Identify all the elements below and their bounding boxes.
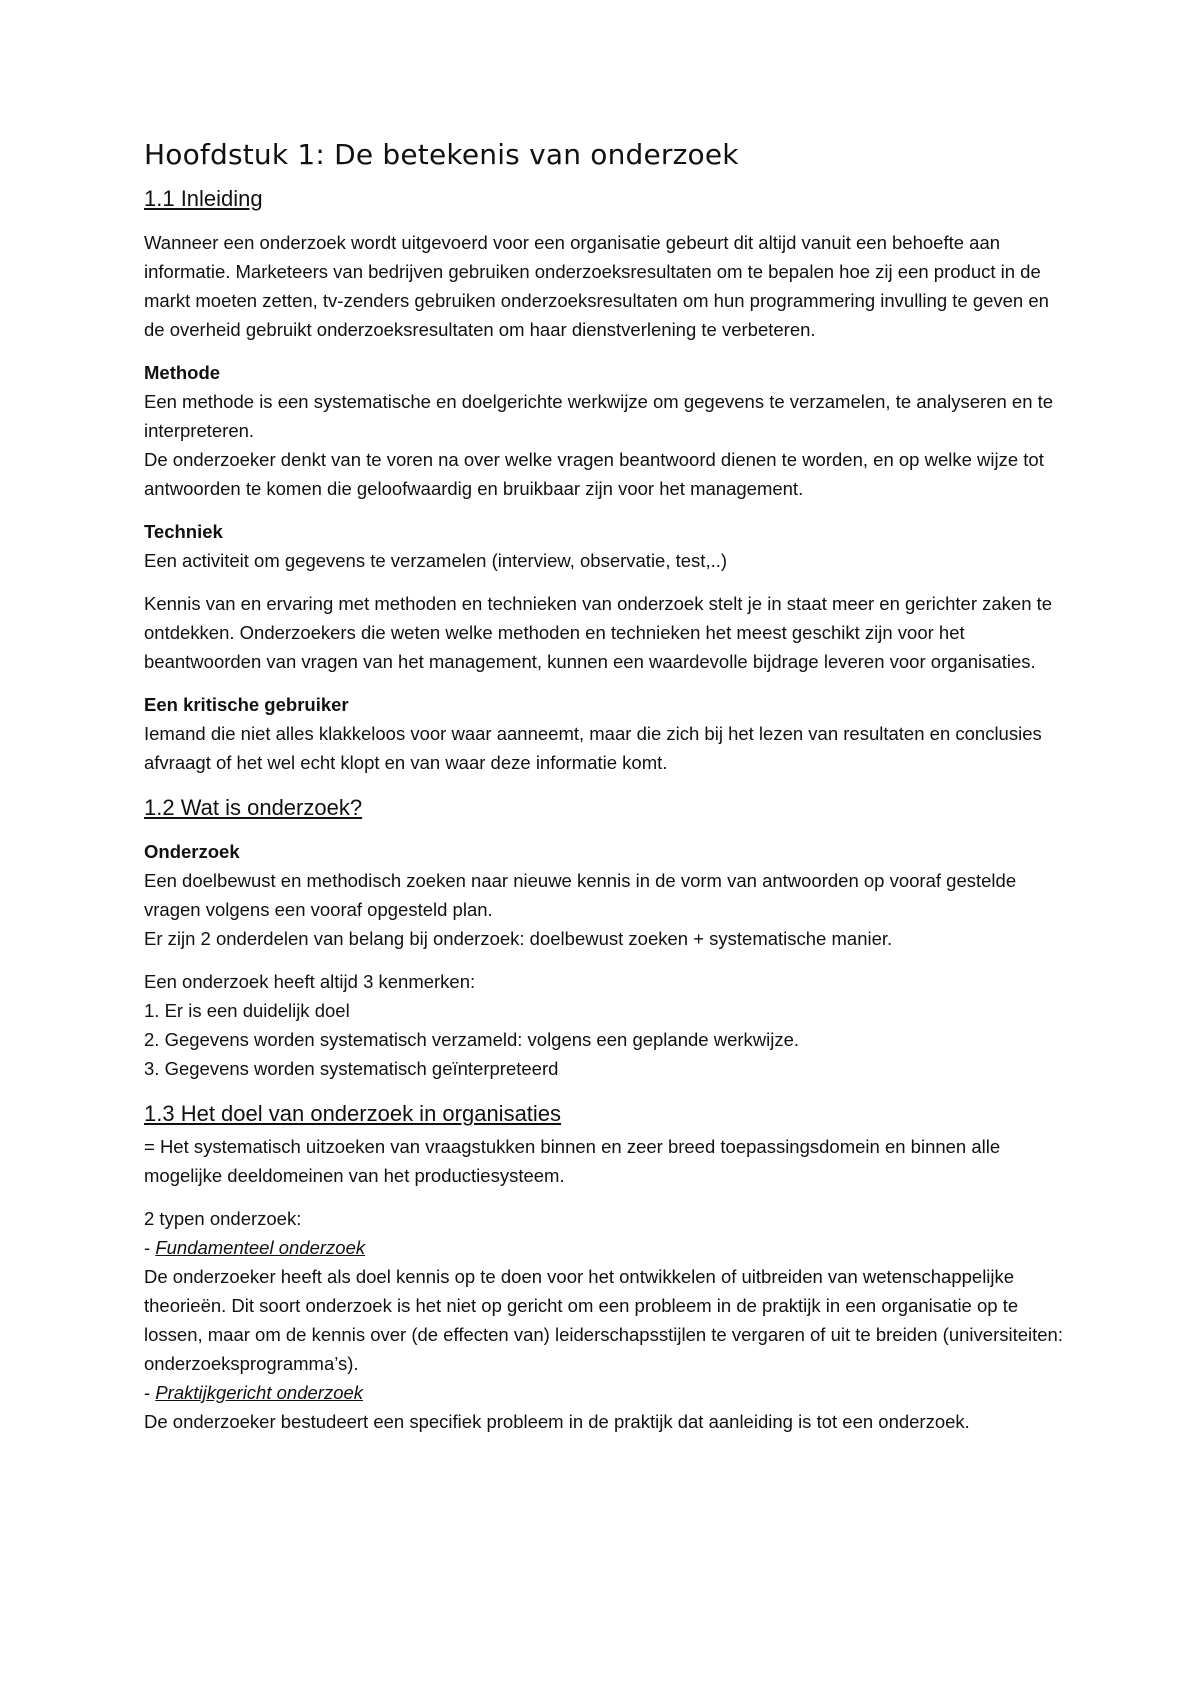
page-title: Hoofdstuk 1: De betekenis van onderzoek — [144, 138, 739, 171]
methode-explanation: De onderzoeker denkt van te voren na over welke vragen beantwoord dienen te worden, en op welke wijze tot antwoorden te komen die geloofwaardig en bruikbaar zijn voor het management. — [144, 448, 1044, 499]
list-dash: - — [144, 1236, 156, 1258]
type-fundamenteel-label: Fundamenteel onderzoek — [155, 1236, 366, 1258]
kenmerken-list — [144, 967, 1074, 1083]
kritisch-definition: Iemand die niet alles klakkeloos voor waar aanneemt, maar die zich bij het lezen van resultaten en conclusies afvraagt of het wel echt klopt en van waar deze informatie komt. — [144, 722, 1042, 773]
typen-block — [144, 1204, 1074, 1436]
onderzoek-block — [144, 837, 1074, 953]
term-techniek: Techniek — [144, 520, 223, 542]
type-fundamenteel-label-line — [144, 1233, 1074, 1262]
methode-block — [144, 358, 1074, 503]
type-praktijk-label-line — [144, 1378, 1074, 1407]
typen-intro: 2 typen onderzoek: — [144, 1207, 302, 1229]
section-heading-wat-is-onderzoek: 1.2 Wat is onderzoek? — [144, 794, 363, 820]
document-page — [144, 138, 1074, 1450]
type-praktijk-label: Praktijkgericht onderzoek — [155, 1381, 364, 1403]
onderzoek-onderdelen: Er zijn 2 onderdelen van belang bij onderzoek: doelbewust zoeken + systematische manier. — [144, 928, 893, 950]
term-methode: Methode — [144, 361, 221, 383]
intro-paragraph: Wanneer een onderzoek wordt uitgevoerd voor een organisatie gebeurt dit altijd vanuit een behoefte aan informatie. Marketeers van bedrijven gebruiken onderzoeksresultaten om te bepalen hoe zij een product in de markt moeten zetten, tv-zenders gebruiken onderzoeksresultaten om hun programmering invulling te geven en de overheid gebruikt onderzoeksresultaten om haar dienstverlening te verbeteren. — [144, 231, 1049, 340]
kenmerken-intro: Een onderzoek heeft altijd 3 kenmerken: — [144, 971, 476, 993]
section-heading-doel-onderzoek: 1.3 Het doel van onderzoek in organisaties — [144, 1101, 562, 1127]
type-praktijk-definition: De onderzoeker bestudeert een specifiek probleem in de praktijk dat aanleiding is tot een onderzoek. — [144, 1410, 970, 1432]
section-heading-inleiding: 1.1 Inleiding — [144, 185, 263, 211]
type-fundamenteel-definition: De onderzoeker heeft als doel kennis op te doen voor het ontwikkelen of uitbreiden van wetenschappelijke theorieën. Dit soort onderzoek is het niet op gericht om een probleem in de praktijk in een organisatie op te lossen, maar om de kennis over (de effecten van) leiderschapsstijlen te vergaren of uit te breiden (universiteiten: onderzoeksprogramma’s). — [144, 1265, 1063, 1374]
list-item: 3. Gegevens worden systematisch geïnterpreteerd — [144, 1058, 559, 1080]
techniek-definition: Een activiteit om gegevens te verzamelen (interview, observatie, test,..) — [144, 549, 728, 571]
techniek-block — [144, 517, 1074, 575]
term-onderzoek: Onderzoek — [144, 841, 240, 863]
list-item: 2. Gegevens worden systematisch verzameld: volgens een geplande werkwijze. — [144, 1029, 800, 1051]
methode-definition: Een methode is een systematische en doelgerichte werkwijze om gegevens te verzamelen, te analyseren en te interpreteren. — [144, 390, 1054, 441]
onderzoek-definition: Een doelbewust en methodisch zoeken naar nieuwe kennis in de vorm van antwoorden op vooraf gestelde vragen volgens een vooraf opgesteld plan. — [144, 870, 1017, 921]
list-dash: - — [144, 1381, 156, 1403]
doel-definition: = Het systematisch uitzoeken van vraagstukken binnen en zeer breed toepassingsdomein en binnen alle mogelijke deeldomeinen van het productiesysteem. — [144, 1135, 1001, 1186]
list-item: 1. Er is een duidelijk doel — [144, 1000, 350, 1022]
kennis-paragraph: Kennis van en ervaring met methoden en technieken van onderzoek stelt je in staat meer en gerichter zaken te ontdekken. Onderzoekers die weten welke methoden en technieken het meest geschikt zijn voor het beantwoorden van vragen van het management, kunnen een waardevolle bijdrage leveren voor organisaties. — [144, 592, 1053, 672]
term-kritische-gebruiker: Een kritische gebruiker — [144, 693, 349, 715]
kritisch-block — [144, 690, 1074, 777]
